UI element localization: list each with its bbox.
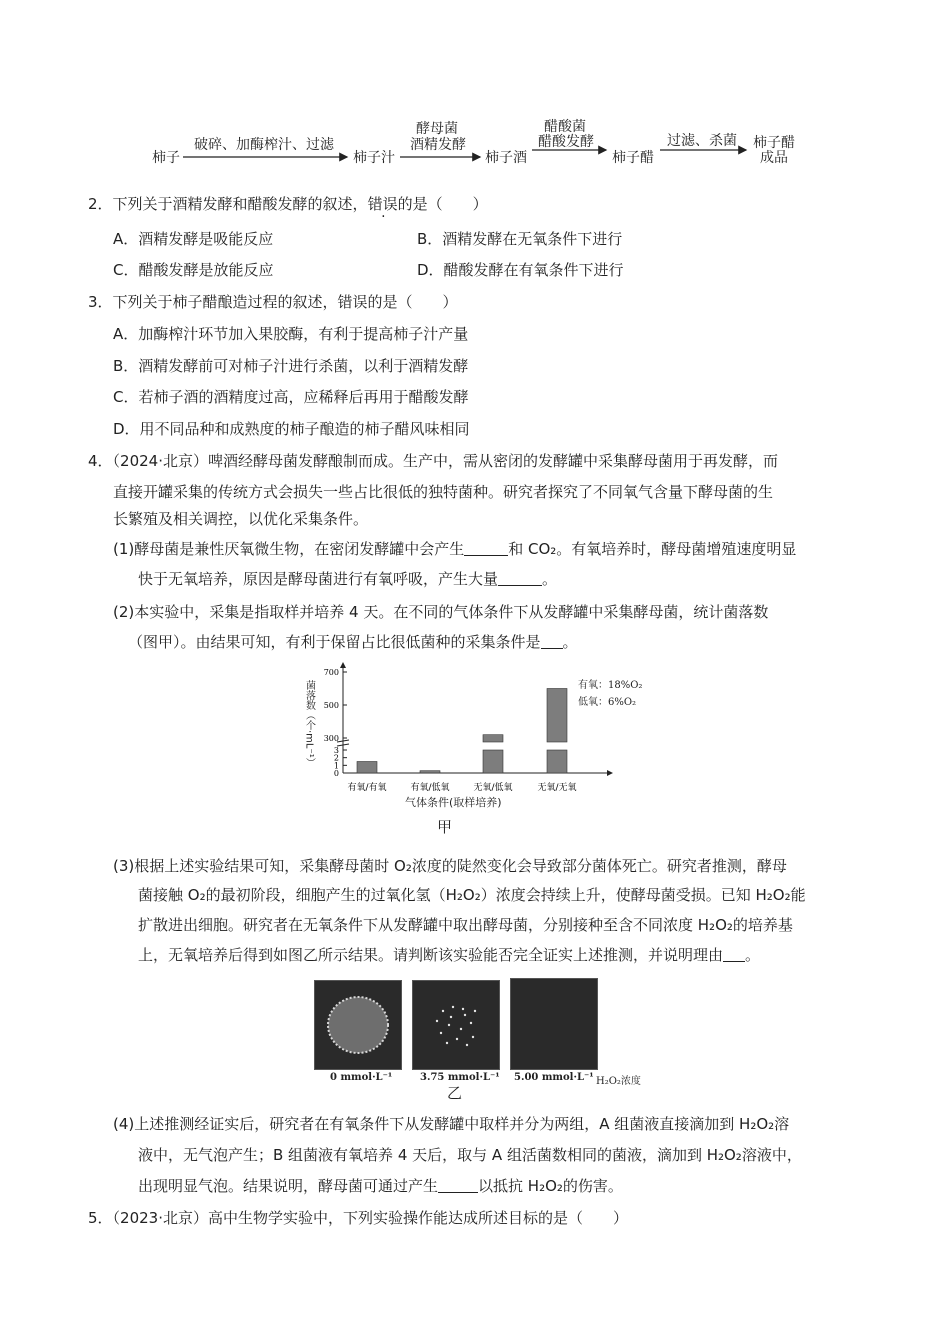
- x-tick-label: 无氧/无氧: [537, 783, 577, 793]
- colony-dot: [472, 1036, 474, 1038]
- x-axis-arrow: [607, 770, 613, 776]
- q2-option-b: B．酒精发酵在无氧条件下进行: [417, 230, 623, 248]
- colony-dot: [474, 1010, 476, 1012]
- colony-dot: [464, 1014, 466, 1016]
- flow-arrows: [0, 0, 950, 180]
- flow-step-3a: 醋酸菌: [544, 119, 586, 135]
- q2-stem: 2．下列关于酒精发酵和醋酸发酵的叙述，错误的是（ ）: [88, 195, 488, 213]
- colony-dot: [460, 1028, 462, 1030]
- legend-item-aerobic: 有氧：18%O₂: [578, 680, 643, 691]
- culture-photo-0mmol: [314, 980, 402, 1070]
- q4-intro-line3: 长繁殖及相关调控，以优化采集条件。: [113, 510, 369, 528]
- flow-node-product-2: 成品: [760, 150, 788, 166]
- q4-part3-line3: 扩散进出细胞。研究者在无氧条件下从发酵罐中取出酵母菌，分别接种至含不同浓度 H₂O₂的培养基: [138, 916, 793, 934]
- y-tick-label: 0: [333, 769, 339, 778]
- q2-option-c: C．醋酸发酵是放能反应: [113, 261, 274, 279]
- figure-yi-caption: 乙: [447, 1084, 463, 1102]
- q3-option-d: D．用不同品种和成熟度的柿子酿造的柿子醋风味相同: [113, 420, 470, 438]
- q3-stem: 3．下列关于柿子醋酿造过程的叙述，错误的是（ ）: [88, 293, 458, 311]
- x-tick-label: 有氧/低氧: [410, 783, 450, 793]
- concentration-label-0: 0 mmol·L⁻¹: [330, 1072, 393, 1083]
- answer-blank-5[interactable]: [438, 1178, 478, 1193]
- y-axis-arrow: [340, 662, 346, 668]
- q4-part4-line1: (4)上述推测经证实后，研究者在有氧条件下从发酵罐中取样并分为两组，A 组菌液直接滴加到 H₂O₂溶: [113, 1115, 790, 1133]
- q2-option-a: A．酒精发酵是吸能反应: [113, 230, 274, 248]
- q4-part3-line2: 菌接触 O₂的最初阶段，细胞产生的过氧化氢（H₂O₂）浓度会持续上升，使酵母菌受损。已知 H₂O₂能: [138, 886, 806, 904]
- flow-step-4: 过滤、杀菌: [667, 133, 737, 149]
- colony-dot: [452, 1006, 454, 1008]
- q2-option-d: D．醋酸发酵在有氧条件下进行: [417, 261, 624, 279]
- answer-blank-4[interactable]: [723, 947, 745, 962]
- y-tick-label: 500: [323, 701, 339, 710]
- h2o2-concentration-label: H₂O₂浓度: [596, 1076, 641, 1087]
- q3-option-b: B．酒精发酵前可对柿子汁进行杀菌，以利于酒精发酵: [113, 357, 469, 375]
- flow-node-juice: 柿子汁: [353, 150, 395, 166]
- concentration-label-5: 5.00 mmol·L⁻¹: [514, 1072, 594, 1083]
- bar: [547, 689, 567, 743]
- colony-dot: [466, 1044, 468, 1046]
- q4-part3-line1: (3)根据上述实验结果可知，采集酵母菌时 O₂浓度的陡然变化会导致部分菌体死亡。研究者推测，酵母: [113, 857, 787, 875]
- y-axis-label: 菌落数（个·mL⁻¹）: [303, 680, 315, 768]
- colony-dot: [440, 1032, 442, 1034]
- q4-part2-line1: (2)本实验中，采集是指取样并培养 4 天。在不同的气体条件下从发酵罐中采集酵母菌，统计菌落数: [113, 603, 769, 621]
- y-tick-label: 300: [323, 734, 339, 743]
- q4-intro-line2: 直接开罐采集的传统方式会损失一些占比很低的独特菌种。研究者探究了不同氧气含量下酵母菌的生: [113, 483, 774, 501]
- bar: [483, 750, 503, 773]
- answer-blank-2[interactable]: [498, 571, 542, 586]
- flow-step-3b: 醋酸发酵: [538, 134, 594, 150]
- colony-dot: [446, 1042, 448, 1044]
- colony-dot: [442, 1010, 444, 1012]
- y-tick-label: 3: [333, 746, 339, 755]
- concentration-label-3-75: 3.75 mmol·L⁻¹: [420, 1072, 500, 1083]
- figure-jia-chart: [295, 660, 665, 810]
- flow-node-product-1: 柿子醋: [753, 135, 795, 151]
- legend-item-hypoxic: 低氧：6%O₂: [578, 697, 637, 708]
- bar: [357, 762, 377, 774]
- q4-part4-line2: 液中，无气泡产生；B 组菌液有氧培养 4 天后，取与 A 组活菌数相同的菌液，滴加到 H₂O₂溶液中，: [138, 1146, 802, 1164]
- flow-node-vinegar: 柿子醋: [612, 150, 654, 166]
- q4-part3-line4: 上，无氧培养后得到如图乙所示结果。请判断该实验能否完全证实上述推测，并说明理由 。: [138, 946, 761, 964]
- q3-option-a: A．加酶榨汁环节加入果胶酶，有利于提高柿子汁产量: [113, 325, 469, 343]
- flow-node-persimmon: 柿子: [152, 150, 180, 166]
- flow-node-wine: 柿子酒: [485, 150, 527, 166]
- q4-intro-line1: 4．（2024·北京）啤酒经酵母菌发酵酿制而成。生产中，需从密闭的发酵罐中采集酵母菌用于再发酵，而: [88, 452, 778, 470]
- bar: [420, 771, 440, 773]
- q5-stem: 5．（2023·北京）高中生物学实验中，下列实验操作能达成所述目标的是（ ）: [88, 1209, 628, 1227]
- colony-dot: [456, 1038, 458, 1040]
- q4-part2-line2: （图甲）。由结果可知，有利于保留占比很低菌种的采集条件是 。: [128, 633, 578, 651]
- y-tick-label: 700: [323, 668, 339, 677]
- colony-dot: [448, 1024, 450, 1026]
- colony-dot: [462, 1008, 464, 1010]
- bar: [483, 735, 503, 742]
- bar: [547, 750, 567, 773]
- q4-part4-line3: 出现明显气泡。结果说明，酵母菌可通过产生 以抵抗 H₂O₂的伤害。: [138, 1177, 623, 1195]
- culture-photo-5mmol: [510, 978, 598, 1070]
- colony-dot: [450, 1016, 452, 1018]
- figure-jia-caption: 甲: [437, 818, 453, 836]
- q4-part1-line1: (1)酵母菌是兼性厌氧微生物，在密闭发酵罐中会产生 和 CO₂。有氧培养时，酵母菌增殖速度明显: [113, 540, 797, 558]
- y-tick-label: 1: [333, 761, 339, 771]
- answer-blank-1[interactable]: [464, 541, 508, 556]
- colony-dot: [470, 1022, 472, 1024]
- x-tick-label: 有氧/有氧: [347, 783, 387, 793]
- q4-part1-line2: 快于无氧培养，原因是酵母菌进行有氧呼吸，产生大量 。: [138, 570, 558, 588]
- answer-blank-3[interactable]: [541, 634, 563, 649]
- culture-photo-3-75mmol: [412, 980, 500, 1070]
- flow-step-2a: 酵母菌: [416, 121, 458, 137]
- x-axis-label: 气体条件(取样培养): [405, 796, 502, 809]
- q3-option-c: C．若柿子酒的酒精度过高，应稀释后再用于醋酸发酵: [113, 388, 469, 406]
- y-tick-label: 2: [333, 753, 339, 763]
- flow-step-2b: 酒精发酵: [410, 137, 466, 153]
- x-tick-label: 无氧/低氧: [473, 783, 513, 793]
- flow-step-1: 破碎、加酶榨汁、过滤: [194, 137, 334, 153]
- colony-dot: [436, 1020, 438, 1022]
